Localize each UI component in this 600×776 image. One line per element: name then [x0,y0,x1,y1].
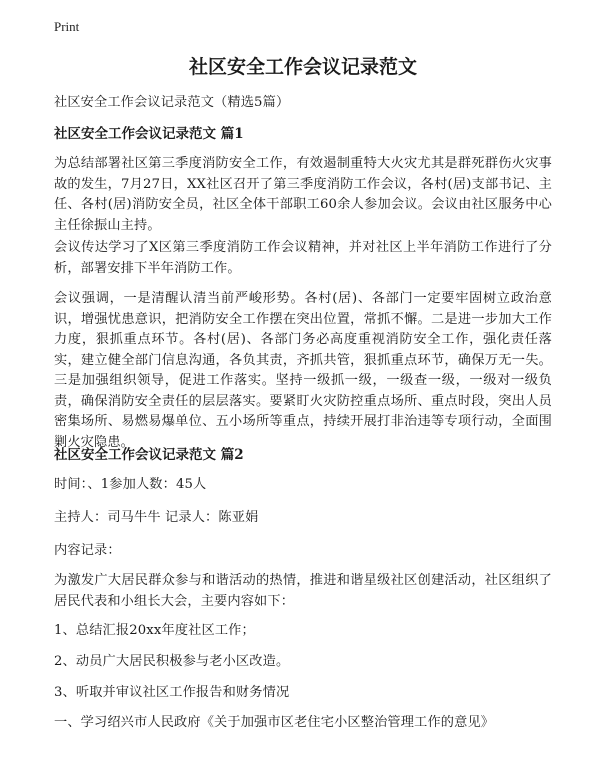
section-heading-2: 社区安全工作会议记录范文 篇2 [54,447,244,463]
document-title: 社区安全工作会议记录范文 [188,56,417,78]
section-1-paragraph-3: 会议强调，一是清醒认清当前严峻形势。各村(居)、各部门一定要牢固树立政治意识，增强忧患意识，把消防安全工作摆在突出位置，常抓不懈。二是进一步加大工作力度，狠抓重点环节。各村(居)、各部门务必高度重视消防安全工作，强化责任落实，建立健全部门信息沟通，各负其责，齐抓共管，狠抓重点环节，确保万无一失。三是加强组织领导，促进工作落实。坚持一级抓一级，一级查一级，一级对一级负责，确保消防安全责任的层层落实。要紧盯火灾防控重点场所、重点时段，突出人员密集场所、易燃易爆单位、五小场所等重点，持续开展打非治违等专项行动，全面围剿火灾隐患。 [54,291,552,450]
document-subtitle: 社区安全工作会议记录范文（精选5篇） [54,95,290,110]
section-heading-1: 社区安全工作会议记录范文 篇1 [54,126,244,142]
section-2-paragraph-3: 内容记录： [54,543,121,558]
section-2-paragraph-1: 时间：、1参加人数：45人 [54,477,207,492]
section-2-paragraph-2: 主持人：司马牛牛 记录人：陈亚娟 [54,510,259,525]
section-2-paragraph-4: 为激发广大居民群众参与和谐活动的热情，推进和谐星级社区创建活动，社区组织了居民代表和小组长大会，主要内容如下： [54,573,552,609]
section-2-paragraph-8: 一、学习绍兴市人民政府《关于加强市区老住宅小区整治管理工作的意见》 [54,715,495,730]
section-1-paragraph-1: 为总结部署社区第三季度消防安全工作，有效遏制重特大火灾尤其是群死群伤火灾事故的发生，7月27日，XX社区召开了第三季度消防工作会议，各村(居)支部书记、主任、各村(居)消防安全员，社区全体干部职工60余人参加会议。会议由社区服务中心主任徐振山主持。 [54,156,552,233]
section-2-paragraph-6: 2、动员广大居民积极参与老小区改造。 [54,654,290,669]
section-2-paragraph-5: 1、总结汇报20xx年度社区工作； [54,623,255,638]
section-2-paragraph-7: 3、听取并审议社区工作报告和财务情况 [54,685,290,700]
print-link[interactable]: Print [54,19,80,34]
section-1-paragraph-2: 会议传达学习了X区第三季度消防工作会议精神，并对社区上半年消防工作进行了分析，部署安排下半年消防工作。 [54,240,552,276]
